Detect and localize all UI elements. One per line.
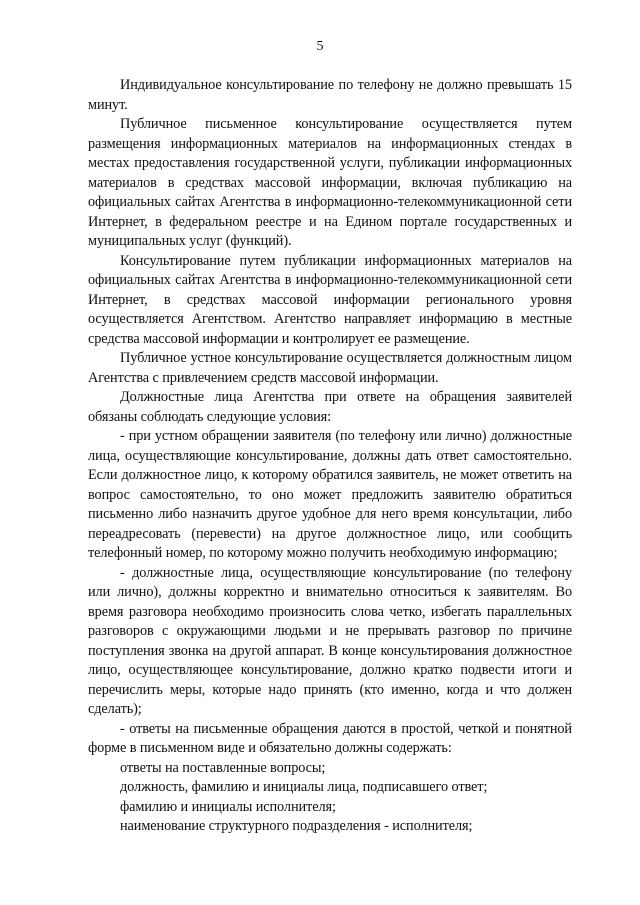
list-item-executor: фамилию и инициалы исполнителя; <box>120 798 336 815</box>
paragraph-written-answers-rule: - ответы на письменные обращения даются в простой, четкой и понятной форме в письменном виде и обязательно должны содержать: <box>88 720 572 756</box>
list-item-signer: должность, фамилию и инициалы лица, подписавшего ответ; <box>120 779 488 795</box>
page-number: 5 <box>316 39 324 54</box>
document-body <box>88 76 572 837</box>
paragraph-officials-conditions: Должностные лица Агентства при ответе на обращения заявителей обязаны соблюдать следующие условия: <box>88 389 572 425</box>
list-item-department: наименование структурного подразделения - исполнителя; <box>120 818 473 834</box>
paragraph-courtesy-rule: - должностные лица, осуществляющие консультирование (по телефону или лично), должны корректно и внимательно относиться к заявителям. Во время разговора необходимо произносить слова четко, избегать параллельных разговоров с окружающими людьми и не прерывать разговор по причине поступления звонка на другой аппарат. В конце консультирования должностное лицо, осуществляющее консультирование, должно кратко подвести итоги и перечислить меры, которые надо принять (кто именно, когда и что должен сделать); <box>88 564 572 717</box>
paragraph-phone-consulting-limit: Индивидуальное консультирование по телефону не должно превышать 15 минут. <box>88 77 572 113</box>
paragraph-publication-consulting: Консультирование путем публикации информационных материалов на официальных сайтах Агентства в информационно-телекоммуникационной сети Интернет, в средствах массовой информации регионального уровня осуществляется Агентством. Агентство направляет информацию в местные средства массовой информации и контролирует ее размещение. <box>88 252 572 347</box>
paragraph-oral-request-rule: - при устном обращении заявителя (по телефону или лично) должностные лица, осуществляющие консультирование, должны дать ответ самостоятельно. Если должностное лицо, к которому обратился заявитель, не может ответить на вопрос самостоятельно, то оно может предложить заявителю обратиться письменно либо назначить другое удобное для него время консультации, либо переадресовать (перевести) на другое должностное лицо, или сообщить телефонный номер, по которому можно получить необходимую информацию; <box>88 428 572 561</box>
paragraph-public-oral-consulting: Публичное устное консультирование осуществляется должностным лицом Агентства с привлечением средств массовой информации. <box>88 350 572 386</box>
list-item-answers: ответы на поставленные вопросы; <box>120 759 326 776</box>
paragraph-public-written-consulting: Публичное письменное консультирование осуществляется путем размещения информационных материалов на информационных стендах в местах предоставления государственной услуги, публикации информационных материалов в средствах массовой информации, включая публикацию на официальных сайтах Агентства в информационно-телекоммуникационной сети Интернет, в федеральном реестре и на Едином портале государственных и муниципальных услуг (функций). <box>88 116 572 249</box>
